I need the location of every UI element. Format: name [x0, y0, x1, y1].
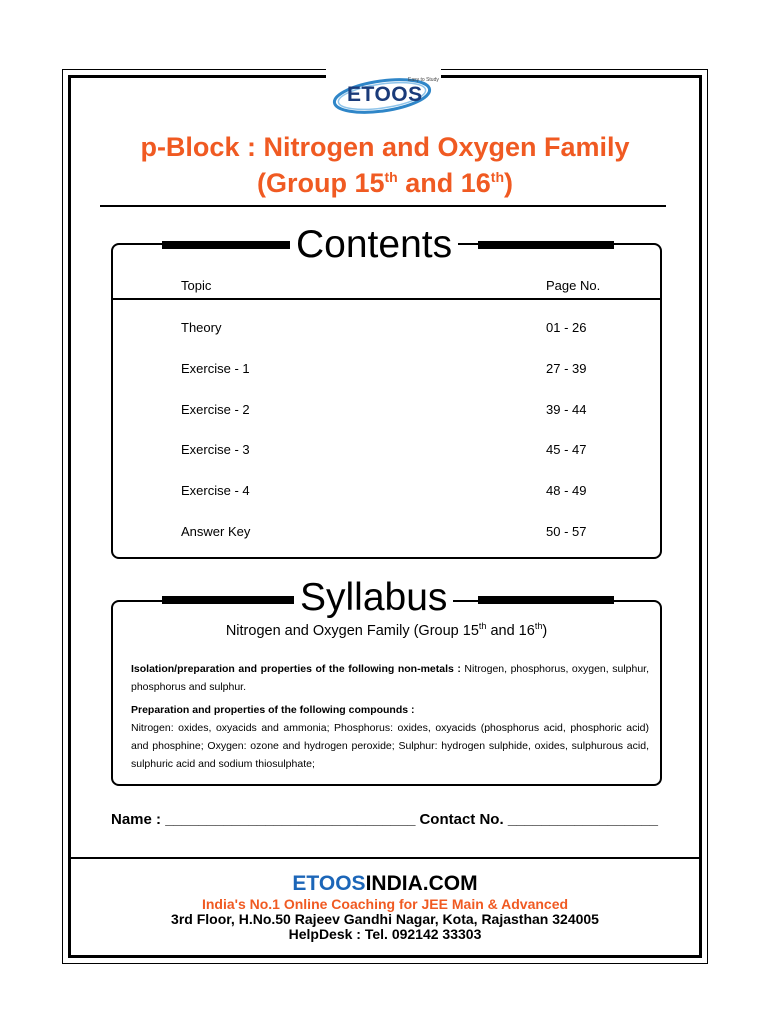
name-contact-line — [111, 811, 658, 828]
contents-bar-left — [162, 241, 290, 249]
contents-header-rule — [113, 298, 660, 300]
footer-divider — [68, 857, 702, 859]
footer-address: 3rd Floor, H.No.50 Rajeev Gandhi Nagar, Kota, Rajasthan 324005 — [171, 911, 599, 927]
name-field[interactable]: ______________________________ — [165, 811, 416, 828]
footer-website: ETOOSINDIA.COM — [292, 872, 478, 895]
syllabus-subtitle: Nitrogen and Oxygen Family (Group 15th and 16th) — [225, 621, 548, 639]
footer-helpdesk: HelpDesk : Tel. 092142 33303 — [288, 926, 482, 942]
syllabus-heading: Syllabus — [294, 576, 453, 620]
contents-row-pages: 48 - 49 — [546, 483, 587, 498]
footer-tagline: India's No.1 Online Coaching for JEE Main & Advanced — [201, 896, 569, 912]
topic-column-header: Topic — [181, 278, 212, 293]
page-title-line-1: p-Block : Nitrogen and Oxygen Family — [140, 132, 630, 162]
syllabus-bar-right — [478, 596, 614, 604]
contents-row-topic: Theory — [181, 320, 222, 335]
logo-brand: ETOOS — [347, 83, 423, 106]
contact-field[interactable]: __________________ — [507, 811, 658, 828]
page-title-line-2: (Group 15th and 16th) — [257, 168, 513, 198]
contents-row-pages: 01 - 26 — [546, 320, 587, 335]
contents-row-topic: Exercise - 4 — [181, 483, 250, 498]
contents-row-topic: Answer Key — [181, 524, 251, 539]
contents-row-pages: 45 - 47 — [546, 442, 587, 457]
contents-heading: Contents — [290, 223, 458, 267]
logo-tagline: Easy to Study — [408, 77, 439, 83]
contents-bar-right — [478, 241, 614, 249]
contents-row-topic: Exercise - 1 — [181, 361, 250, 376]
contents-row-pages: 50 - 57 — [546, 524, 587, 539]
contents-row-topic: Exercise - 3 — [181, 442, 250, 457]
name-label: Name : — [111, 811, 166, 828]
title-divider — [100, 205, 666, 207]
syllabus-paragraph-2: Preparation and properties of the following compounds : Nitrogen: oxides, oxyacids and ammonia; Phosphorus: oxides, oxyacids (phosphorus acid, phosphoric acid) and phosphine; Oxygen: ozone and hydrogen peroxide; Sulphur: hydrogen sulphide, oxides, sulphurous acid, sulphuric acid and sodium thiosulphate; — [131, 704, 649, 770]
syllabus-bar-left — [162, 596, 294, 604]
contact-label: Contact No. — [419, 811, 508, 828]
contents-row-topic: Exercise - 2 — [181, 402, 250, 417]
contents-row-pages: 27 - 39 — [546, 361, 587, 376]
contents-row-pages: 39 - 44 — [546, 402, 587, 417]
page-column-header: Page No. — [546, 278, 601, 293]
syllabus-paragraph-1: Isolation/preparation and properties of the following non-metals : Nitrogen, phosphorus, oxygen, sulphur, phosphorus and sulphur. — [131, 663, 650, 693]
